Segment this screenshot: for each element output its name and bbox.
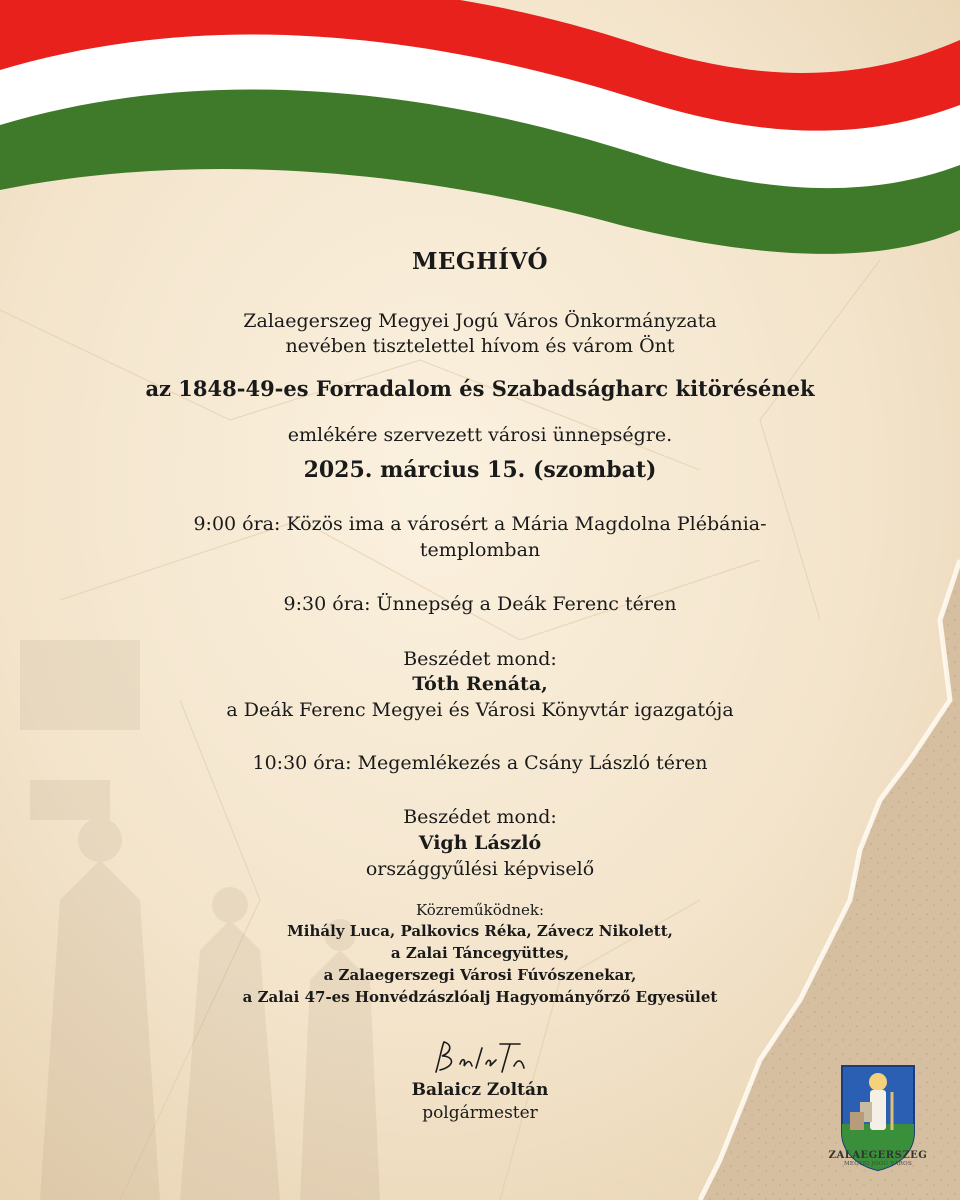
speaker-2-role: országgyűlési képviselő [365, 858, 595, 880]
program-item-3: 10:30 óra: Megemlékezés a Csány László téren [252, 752, 708, 774]
invitation-title: MEGHÍVÓ [411, 248, 549, 275]
intro-line-2: nevében tisztelettel hívom és várom Önt [285, 335, 675, 357]
contributors-line-2: a Zalai Táncegyüttes, [390, 944, 570, 962]
program-item-1-line-1: 9:00 óra: Közös ima a városért a Mária Magdolna Plébánia- [193, 513, 767, 535]
speaker-1-name: Tóth Renáta, [412, 673, 548, 695]
event-date: 2025. március 15. (szombat) [303, 457, 657, 483]
contributors-line-1: Mihály Luca, Palkovics Réka, Závecz Nikolett, [287, 922, 673, 940]
speaker-2-intro: Beszédet mond: [403, 806, 557, 828]
event-name: az 1848-49-es Forradalom és Szabadságharc kitörésének [145, 376, 815, 401]
city-emblem-label [820, 1150, 936, 1167]
program-item-2: 9:30 óra: Ünnepség a Deák Ferenc téren [283, 593, 677, 615]
city-subtitle: MEGYEI JOGÚ VÁROS [843, 1161, 913, 1167]
handwritten-signature [430, 1038, 530, 1078]
speaker-1-intro: Beszédet mond: [403, 648, 557, 670]
city-name: ZALAEGERSZEG [828, 1150, 928, 1161]
event-purpose: emlékére szervezett városi ünnepségre. [287, 424, 673, 446]
contributors-line-3: a Zalaegerszegi Városi Fúvószenekar, [323, 966, 637, 984]
signatory-title: polgármester [422, 1103, 538, 1123]
program-item-1-line-2: templomban [419, 539, 541, 561]
intro-line-1: Zalaegerszeg Megyei Jogú Város Önkormányzata [243, 310, 717, 332]
contributors-heading: Közreműködnek: [415, 901, 545, 919]
speaker-1-role: a Deák Ferenc Megyei és Városi Könyvtár igazgatója [226, 699, 734, 721]
signatory-name: Balaicz Zoltán [411, 1080, 549, 1100]
contributors-line-4: a Zalai 47-es Honvédzászlóalj Hagyományőrző Egyesület [242, 988, 718, 1006]
speaker-2-name: Vigh László [418, 832, 542, 854]
